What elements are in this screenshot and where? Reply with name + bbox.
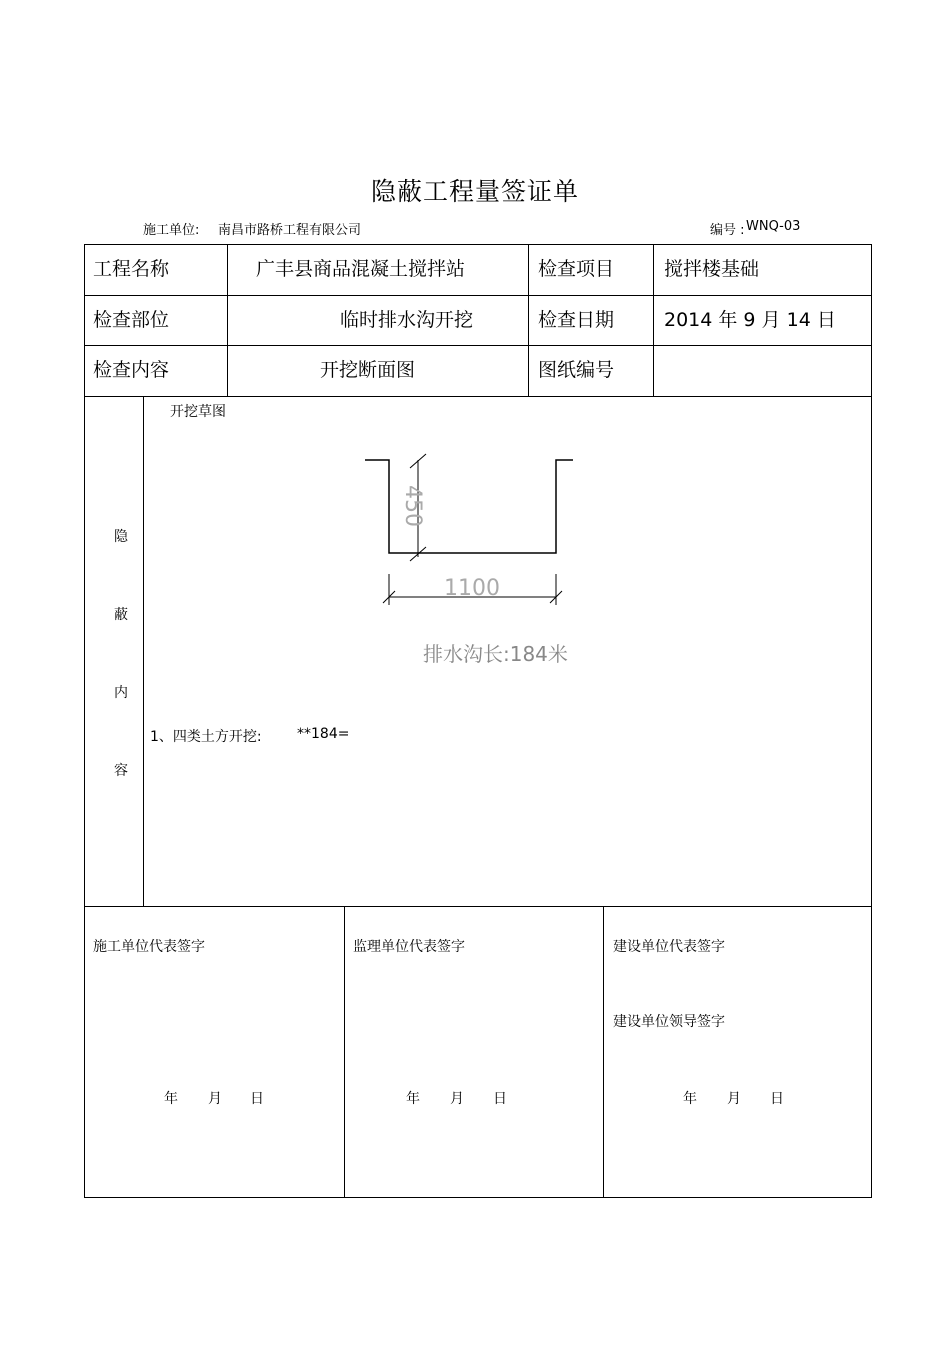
row-divider	[84, 345, 872, 346]
sign-date-year: 年	[683, 1091, 697, 1107]
dim-width-label: 1100	[444, 576, 500, 601]
col-divider	[528, 244, 529, 396]
sign-date-month: 月	[208, 1091, 222, 1107]
ditch-length-note: 排水沟长:184米	[423, 642, 568, 666]
side-label-char: 蔽	[114, 607, 128, 623]
contractor-rep-signature: 施工单位代表签字	[93, 939, 205, 955]
check-part-label: 检查部位	[93, 309, 170, 331]
row-divider	[84, 906, 872, 907]
owner-rep-signature: 建设单位代表签字	[613, 939, 725, 955]
col-divider	[227, 244, 228, 396]
side-label-char: 隐	[114, 529, 128, 545]
col-divider	[653, 244, 654, 396]
project-name-value: 广丰县商品混凝土搅拌站	[256, 258, 466, 280]
sign-date-month: 月	[450, 1091, 464, 1107]
sign-date-month: 月	[727, 1091, 741, 1107]
serial-value: WNQ-03	[746, 219, 801, 234]
check-date-value: 2014 年 9 月 14 日	[664, 309, 836, 331]
owner-leader-signature: 建设单位领导签字	[613, 1014, 725, 1030]
page-title: 隐蔽工程量签证单	[370, 177, 579, 206]
row-divider	[84, 295, 872, 296]
check-item-label: 检查项目	[538, 258, 615, 280]
excavation-sketch	[350, 450, 590, 670]
col-divider	[603, 906, 604, 1197]
check-date-label: 检查日期	[538, 309, 615, 331]
sign-date-day: 日	[493, 1091, 507, 1107]
sketch-title: 开挖草图	[170, 404, 226, 420]
table-border-right	[871, 244, 872, 1198]
table-border-top	[84, 244, 872, 245]
side-label-char: 内	[114, 685, 128, 701]
supervisor-rep-signature: 监理单位代表签字	[353, 939, 465, 955]
sign-date-day: 日	[250, 1091, 264, 1107]
col-divider	[344, 906, 345, 1197]
item-1-value: **184=	[297, 726, 350, 742]
contractor-label: 施工单位:	[143, 223, 200, 238]
project-name-label: 工程名称	[93, 258, 170, 280]
check-content-value: 开挖断面图	[320, 359, 416, 381]
ditch-outline	[365, 460, 573, 553]
row-divider	[84, 396, 872, 397]
table-border-left	[84, 244, 85, 1198]
sign-date-year: 年	[406, 1091, 420, 1107]
contractor-name: 南昌市路桥工程有限公司	[218, 223, 362, 238]
table-border-bottom	[84, 1197, 872, 1198]
check-content-label: 检查内容	[93, 359, 170, 381]
check-part-value: 临时排水沟开挖	[340, 309, 474, 331]
sign-date-year: 年	[164, 1091, 178, 1107]
col-divider	[143, 396, 144, 906]
serial-label: 编号 :	[710, 223, 745, 238]
drawing-no-label: 图纸编号	[538, 359, 615, 381]
side-label-char: 容	[114, 763, 128, 779]
sign-date-day: 日	[770, 1091, 784, 1107]
item-1-label: 1、四类土方开挖:	[150, 729, 262, 745]
check-item-value: 搅拌楼基础	[664, 258, 760, 280]
dim-depth-label: 450	[400, 485, 425, 527]
